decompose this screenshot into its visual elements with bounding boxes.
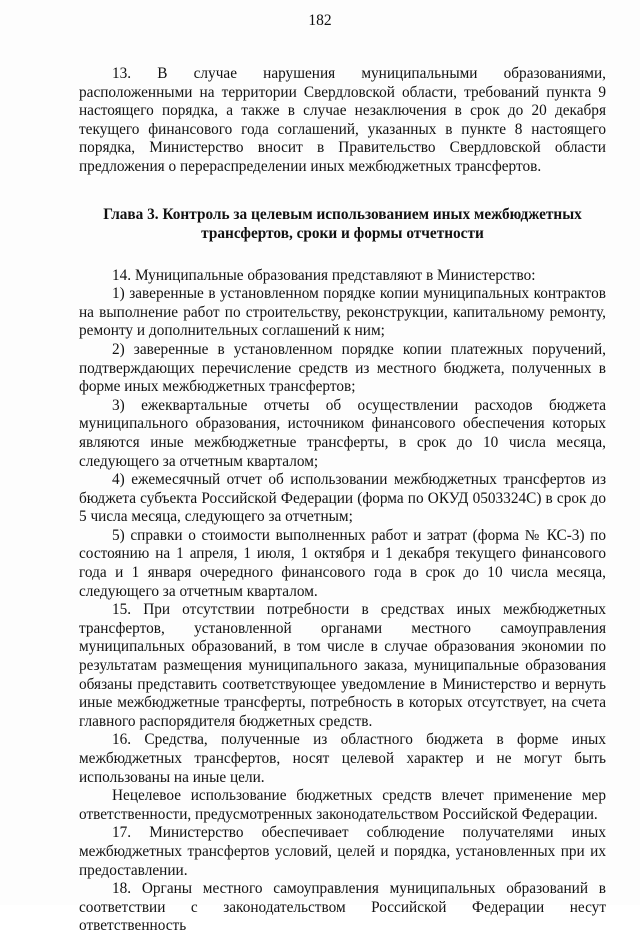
paragraph-13: 13. В случае нарушения муниципальными образованиями, расположенными на территории Свердловской области, требований пункта 9 настоящего порядка, а также в случае незаключения в срок до 20 декабря текущего финансового года соглашений, указанных в пункте 8 настоящего порядка, Министерство вносит в Правительство Свердловской области предложения о перераспределении иных межбюджетных трансфертов. xyxy=(79,65,606,175)
paragraph-14-item-4: 4) ежемесячный отчет об использовании межбюджетных трансфертов из бюджета субъекта Российской Федерации (форма по ОКУД 0503324С) в срок до 5 числа месяца, следующего за отчетным; xyxy=(79,471,606,526)
paragraph-14-item-3: 3) ежеквартальные отчеты об осуществлении расходов бюджета муниципального образования, источником финансового обеспечения которых являются иные межбюджетные трансферты, в срок до 10 числа месяца, следующего за отчетным кварталом; xyxy=(79,396,606,470)
paragraph-17: 17. Министерство обеспечивает соблюдение получателями иных межбюджетных трансфертов условий, целей и порядка, установленных при их предоставлении. xyxy=(79,824,606,879)
paragraph-15: 15. При отсутствии потребности в средствах иных межбюджетных трансфертов, установленной органами местного самоуправления муниципальных образований, в том числе в случае образования экономии по результатам размещения муниципального заказа, муниципальные образования обязаны представить соответствующее уведомление в Министерство и вернуть иные межбюджетные трансферты, потребность в которых отсутствует, на счета главного распорядителя бюджетных средств. xyxy=(79,601,606,730)
document-body xyxy=(79,65,606,936)
page-number: 182 xyxy=(308,12,332,29)
paragraph-16-continued: Нецелевое использование бюджетных средств влечет применение мер ответственности, предусмотренных законодательством Российской Федерации. xyxy=(79,787,606,823)
paragraph-16: 16. Средства, полученные из областного бюджета в форме иных межбюджетных трансфертов, носят целевой характер и не могут быть использованы на иные цели. xyxy=(79,731,606,786)
paragraph-14-item-5: 5) справки о стоимости выполненных работ и затрат (форма № КС-3) по состоянию на 1 апреля, 1 июля, 1 октября и 1 декабря текущего финансового года и 1 января очередного финансового года в срок до 10 числа месяца, следующего за отчетным кварталом. xyxy=(79,526,606,600)
paragraph-18: 18. Органы местного самоуправления муниципальных образований в соответствии с законодательством Российской Федерации несут ответственность xyxy=(79,880,606,935)
paragraph-14-item-2: 2) заверенные в установленном порядке копии платежных поручений, подтверждающих перечисление средств из местного бюджета, полученных в форме иных межбюджетных трансфертов; xyxy=(79,340,606,396)
chapter-heading: Глава 3. Контроль за целевым использованием иных межбюджетных трансфертов, сроки и формы отчетности xyxy=(103,205,582,242)
paragraph-14-item-1: 1) заверенные в установленном порядке копии муниципальных контрактов на выполнение работ по строительству, реконструкции, капитальному ремонту, ремонту и дополнительных соглашений к ним; xyxy=(79,285,606,340)
paragraph-14: 14. Муниципальные образования представляют в Министерство: xyxy=(112,266,536,284)
